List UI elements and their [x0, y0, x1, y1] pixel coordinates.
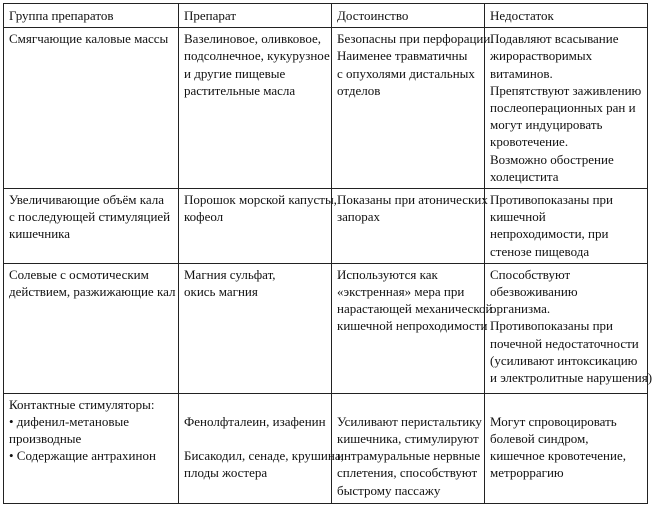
cell-advantage — [332, 28, 494, 189]
cell-line: нарастающей механической — [337, 301, 493, 317]
spacer — [184, 430, 326, 447]
cell-line: и электролитные нарушения) — [490, 370, 652, 386]
cell-line: Солевые с осмотическим — [9, 266, 149, 282]
cell-line: и другие пищевые — [184, 65, 286, 81]
cell-line: (усиливают интоксикацию — [490, 352, 638, 368]
cell-line: витаминов. — [490, 65, 553, 81]
cell-line: непроходимости, при — [490, 226, 609, 242]
cell-line: стенозе пищевода — [490, 243, 590, 259]
cell-line: отделов — [337, 82, 381, 98]
spacer — [490, 396, 642, 413]
cell-line: • Содержащие антрахинон — [9, 448, 156, 464]
table-row — [4, 189, 648, 264]
cell-line: жирорастворимых — [490, 48, 593, 64]
cell-line: кишечной — [490, 209, 546, 225]
cell-disadvantage — [485, 28, 648, 189]
cell-advantage — [332, 263, 493, 393]
cell-line: Смягчающие каловые массы — [9, 31, 169, 47]
table-row — [4, 393, 648, 503]
cell-line: Противопоказаны при — [490, 318, 614, 334]
cell-line: болевой синдром, — [490, 431, 589, 447]
cell-group — [4, 393, 179, 503]
cell-line: «экстренная» мера при — [337, 284, 465, 300]
cell-line: Показаны при атонических — [337, 192, 488, 208]
drug-comparison-table — [3, 3, 652, 504]
cell-line: Вазелиновое, оливковое, — [184, 31, 322, 47]
cell-line: метроррагию — [490, 465, 564, 481]
cell-line: Наименее травматичны — [337, 48, 468, 64]
cell-line: сплетения, способствуют — [337, 465, 478, 481]
cell-line: интрамуральные нервные — [337, 448, 481, 464]
cell-line: Возможно обострение — [490, 151, 614, 167]
cell-line: плоды жостера — [184, 465, 268, 481]
header-advantage: Достоинство — [332, 4, 485, 28]
table-row — [4, 263, 648, 393]
cell-line: быстрому пассажу — [337, 482, 441, 498]
cell-line: с опухолями дистальных — [337, 65, 475, 81]
cell-line: с последующей стимуляцией — [9, 209, 171, 225]
spacer — [337, 396, 479, 413]
cell-line: подсолнечное, кукурузное — [184, 48, 330, 64]
cell-line: Магния сульфат, — [184, 266, 276, 282]
cell-disadvantage — [485, 263, 652, 393]
cell-drug — [179, 28, 332, 189]
cell-line: действием, разжижающие кал — [9, 284, 176, 300]
cell-line: кофеол — [184, 209, 224, 225]
cell-line: послеоперационных ран и — [490, 100, 636, 116]
header-group: Группа препаратов — [4, 4, 179, 28]
cell-group — [4, 28, 179, 189]
cell-line: кишечника — [9, 226, 71, 242]
header-disadvantage: Недостаток — [485, 4, 648, 28]
cell-line: Подавляют всасывание — [490, 31, 619, 47]
table-row — [4, 28, 648, 189]
cell-disadvantage — [485, 189, 648, 264]
cell-line: запорах — [337, 209, 380, 225]
cell-advantage — [332, 189, 488, 264]
cell-line: кишечное кровотечение, — [490, 448, 626, 464]
cell-line: кровотечение. — [490, 134, 569, 150]
cell-disadvantage — [485, 393, 648, 503]
cell-line: кишечной непроходимости — [337, 318, 488, 334]
cell-line: Порошок морской капусты, — [184, 192, 337, 208]
cell-group — [4, 189, 179, 264]
cell-line: окись магния — [184, 284, 258, 300]
cell-line: • дифенил-метановые — [9, 414, 130, 430]
cell-line: могут индуцировать — [490, 117, 603, 133]
cell-line: растительные масла — [184, 82, 296, 98]
cell-line: Бисакодил, сенаде, крушина, — [184, 448, 344, 464]
cell-line: кишечника, стимулируют — [337, 431, 479, 447]
table-header-row — [4, 4, 648, 28]
cell-line: Используются как — [337, 266, 438, 282]
cell-line: Могут спровоцировать — [490, 413, 617, 429]
cell-line: Способствуют — [490, 266, 571, 282]
spacer — [184, 396, 326, 413]
cell-drug — [179, 263, 332, 393]
cell-line: холецистита — [490, 168, 559, 184]
header-drug: Препарат — [179, 4, 332, 28]
cell-line: Усиливают перистальтику — [337, 413, 482, 429]
cell-group — [4, 263, 179, 393]
cell-line: производные — [9, 431, 82, 447]
cell-line: Противопоказаны при — [490, 192, 614, 208]
cell-line: Препятствуют заживлению — [490, 82, 642, 98]
cell-line: почечной недостаточности — [490, 335, 639, 351]
cell-line: Контактные стимуляторы: — [9, 396, 155, 412]
cell-advantage — [332, 393, 485, 503]
cell-drug — [179, 189, 337, 264]
cell-line: организма. — [490, 301, 551, 317]
cell-line: Фенолфталеин, изафенин — [184, 413, 326, 429]
cell-line: обезвоживанию — [490, 284, 578, 300]
cell-drug — [179, 393, 344, 503]
cell-line: Безопасны при перфорации. — [337, 31, 494, 47]
cell-line: Увеличивающие объём кала — [9, 192, 164, 208]
